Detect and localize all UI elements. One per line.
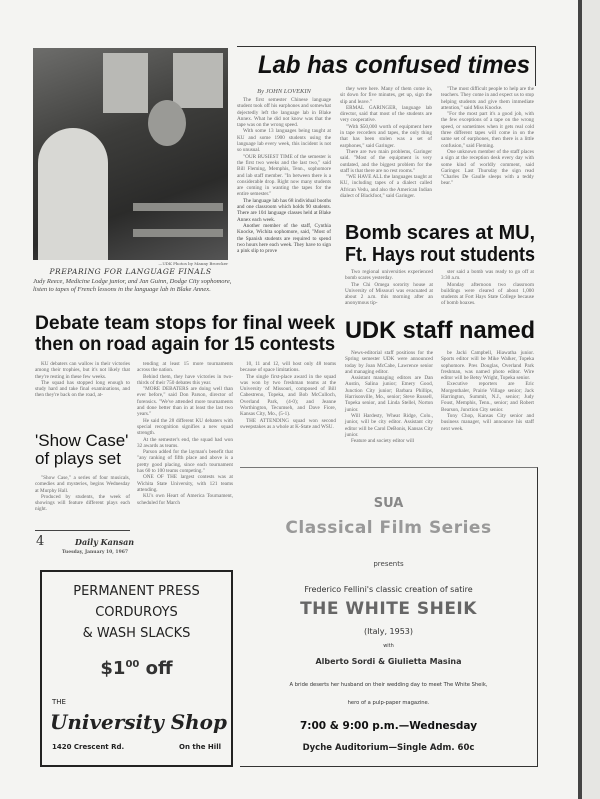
sua-logo: SUA xyxy=(373,496,404,511)
paragraph: The Chi Omega sorority house at University of Missouri was evacuated at about 2 a.m. this morning after an anonymous tip- xyxy=(345,281,433,307)
paragraph: ERMAL GARINGER, language lab director, said that most of the students are very cooperative. xyxy=(340,104,432,124)
debate-column-1 xyxy=(35,361,130,399)
paragraph: The language lab has 68 individual booths and one classroom which holds 90 students. There are 104 language classes held at Blake Annex each week. xyxy=(237,197,331,223)
lab-headline xyxy=(258,52,530,79)
paragraph: At the semester's end, the squad had won 32 awards as teams. xyxy=(137,436,233,449)
ad-blurb: A bride deserts her husband on their wedding day to meet The White Sheik, xyxy=(289,682,488,688)
bomb-column-2 xyxy=(441,269,534,307)
paragraph: "Show Case," a series of four musicals, comedies and mysteries, begins Wednesday at Murphy Hall. xyxy=(35,475,130,494)
udk-headline xyxy=(345,318,535,344)
price-off-text: off xyxy=(145,658,173,679)
paragraph: 10, 11 and 12, will host only 48 teams because of space limitations. xyxy=(240,361,336,374)
showcase-headline xyxy=(35,432,130,469)
ad-blurb: hero of a pulp-paper magazine. xyxy=(347,700,430,706)
shop-logo-text: University Shop xyxy=(50,710,227,734)
lab-column-1 xyxy=(237,88,331,254)
film-year: (Italy, 1953) xyxy=(363,627,414,636)
headline-line: Ft. Hays rout students xyxy=(345,243,536,267)
price-dollar: $1 xyxy=(100,658,126,679)
headline-line: UDK staff named xyxy=(345,317,536,344)
udk-column-2 xyxy=(441,350,534,432)
headline-line: then on road again for 15 contests xyxy=(35,333,336,356)
paragraph: Assistant managing editors are Dan Austin, Salina junior; Emery Good, Junction City junior; Barbara Phillips, Harrisonville, Mo., senior; Steve Russell, Topeka senior, and Linda Stellel, Norton junior. xyxy=(345,375,433,413)
adjacent-page xyxy=(582,0,600,799)
debate-headline xyxy=(35,313,335,355)
headline-line: Bomb scares at MU, xyxy=(345,221,536,244)
paragraph: KU's own Heart of America Tournament, scheduled for March xyxy=(137,493,233,506)
bomb-column-1 xyxy=(345,269,433,307)
headline-line: of plays set xyxy=(35,449,121,469)
film-series-ad xyxy=(240,467,538,767)
paragraph: Produced by students, the week of showings will feature different plays each night. xyxy=(35,493,130,513)
language-lab-photo xyxy=(33,48,228,260)
paragraph: ONE OF THE largest contests was at Wichita State University, with 121 teams attending. xyxy=(137,474,233,493)
paragraph: KU debaters can wallow in their victories among their trophies, but it's not likely that they're resting in these few weeks. xyxy=(35,361,130,380)
paragraph: There are two main problems, Garinger said. "Most of the equipment is very outdated, and the biggest problem for the staff is that there are no rest rooms." xyxy=(340,148,432,174)
presents-text: presents xyxy=(373,560,404,568)
paragraph: With some 13 languages being taught at KU and some 1900 students using the language lab every week, this incident is not so unusual. xyxy=(237,128,331,154)
series-title: Classical Film Series xyxy=(285,518,492,538)
photo-credit: —UDK Photos by Manny Broecker xyxy=(158,261,228,266)
shop-address: 1420 Crescent Rd. xyxy=(52,743,125,751)
udk-column-1 xyxy=(345,350,433,444)
paragraph: tending at least 15 more tournaments across the nation. xyxy=(137,361,233,374)
ad-line: CORDUROYS xyxy=(95,605,178,620)
ad-line: & WASH SLACKS xyxy=(82,626,191,641)
headline-line: Debate team stops for final week xyxy=(35,312,336,334)
debate-column-2 xyxy=(137,361,233,506)
paragraph: Will Hardesty, Wheat Ridge, Colo., junior, will be city editor. Assistant city editor will be Carol DeBonis, Kansas City junior. xyxy=(345,412,433,438)
shop-tagline: On the Hill xyxy=(179,743,221,751)
headline-line: Lab has confused times xyxy=(258,51,530,79)
bomb-headline xyxy=(345,222,535,266)
paragraph: The first semester Chinese language student took off his earphones and somewhat dejectedly left the language lab in Blake Annex. What he did not know was that the tape was on the wrong speed. xyxy=(237,97,331,129)
paragraph: "With $50,000 worth of equipment here in tape recorders and tapes, the only thing that has been stolen was a set of earphones," said Garinger. xyxy=(340,123,432,149)
paragraph: The single first-place award in the squad was won by two freshman teams at the University of Missouri, composed of Bill Cabestreno, Topeka, and Bob McCulloch, Overland Park, (4-0); and Jeanne Worthington, Tecumseh, and Dave Fiore, Kansas City, Mo., (5-1). xyxy=(240,373,336,418)
paragraph: Feature and society editor will xyxy=(351,438,415,445)
paragraph: THE ATTENDING squad won second sweepstakes as a whole at K-State and WSU. xyxy=(240,417,336,430)
paragraph: Monday afternoon two classroom buildings were cleared of about 1,000 students at Fort Hays State College because of bomb hoaxes. xyxy=(441,281,534,307)
university-shop-ad xyxy=(40,570,233,767)
paragraph: The squad has stopped long enough to study hard and take final examinations, and then they're back on the road, at- xyxy=(35,379,130,399)
paragraph: Tony Chop, Kansas City senior and business manager, will announce his staff next week. xyxy=(441,412,534,432)
paragraph: He said the 28 different KU debaters with special recognition signifies a new squad strength. xyxy=(137,417,233,437)
lab-column-2 xyxy=(340,86,432,199)
issue-date: Tuesday, January 10, 1967 xyxy=(62,550,128,555)
debate-column-3 xyxy=(240,361,336,430)
photo-caption: Judy Reece, Medicine Lodge junior, and Jan Guinn, Dodge City sophomore, listen to tapes of French lessons in the language lab in Blake Annex. xyxy=(33,278,232,293)
paragraph: Parson added for the layman's benefit that "any ranking of fifth place and above is a pretty good placing, since each tournament has 60 to 100 teams competing." xyxy=(137,449,233,475)
paragraph: be Jacki Campbell, Hiawatha junior. Sports editor will be Mike Walker, Topeka sophomore. Pres Douglas, Overland Park freshman, was named photo editor. Wire editor will be Betsy Wright, Topeka senior. xyxy=(441,350,534,382)
paragraph: One unknown member of the staff places a sign at the reception desk every day with some kind of worldly comment, said Garinger. Last Thursday the sign read "Charles De Gaulle sleeps with a teddy bear." xyxy=(441,148,534,187)
ad-line: Frederico Fellini's classic creation of satire xyxy=(304,585,473,594)
price-off xyxy=(42,658,231,679)
showcase-body xyxy=(35,475,130,513)
ad-line: with xyxy=(383,643,394,649)
ad-line: PERMANENT PRESS xyxy=(73,584,200,599)
headline-line: 'Show Case' xyxy=(35,431,129,450)
shop-the: THE xyxy=(52,698,66,706)
lab-column-3 xyxy=(441,86,534,187)
paragraph: "OUR BUSIEST TIME of the semester is the first two weeks and the last two," said Bill Fleming, Memphis, Tenn., sophomore and lab staff member. "In between there is a considerable drop. Right now many students are coming in wanting the tapes for the entire semester." xyxy=(237,153,331,198)
paragraph: "For the most part it's a good job, with the few exceptions of a tape on the wrong speed, or sometimes when it gets real cold three different tapes will come in on the same set of earphones, then there is a little confusion," said Fleming. xyxy=(441,111,534,149)
paragraph: they were here. Many of them come in, sit down for five minutes, get up, sign the slip and leave." xyxy=(340,86,432,105)
showtimes: 7:00 & 9:00 p.m.—Wednesday xyxy=(299,720,478,732)
film-title: THE WHITE SHEIK xyxy=(300,599,477,619)
byline: By JOHN LOVEKIN xyxy=(257,88,311,95)
paragraph: "The most difficult people to help are the teachers. They come in and expect us to stop helping students and give them immediate attention," said Miss Knocke. xyxy=(441,86,534,111)
paragraph: Behind them, they have victories in two-thirds of their 750 debates this year. xyxy=(137,373,233,386)
film-stars: Alberto Sordi & Giulietta Masina xyxy=(315,657,462,666)
venue-price: Dyche Auditorium—Single Adm. 60c xyxy=(302,743,475,753)
paragraph: "WE HAVE ALL the languages taught at KU, including tapes of a dialect called African Vedu, and also the American Indian dialect of Blackfoot," said Garinger. xyxy=(340,174,432,200)
folio-rule xyxy=(35,530,130,531)
price-cents: 00 xyxy=(125,659,140,670)
page-number: 4 xyxy=(36,534,45,549)
shop-logo xyxy=(50,709,227,737)
paragraph: "MORE DEBATERS are doing well than ever before," said Don Parson, director of forensics. "We've attended more tournaments and done better than in at least the last two years." xyxy=(137,386,233,418)
paragraph: Another member of the staff, Cynthia Knocke, Wichita sophomore, said, "Most of the Spanish students are required to spend two hours here each week. They have to sign a pink slip to prove xyxy=(237,222,331,255)
paragraph: ster said a bomb was ready to go off at 3:30 a.m. xyxy=(441,269,534,282)
newspaper-name: Daily Kansan xyxy=(75,537,135,547)
paragraph: News-editorial staff positions for the Spring semester UDK were announced today by Joan McCabe, Lawrence senior and managing editor. xyxy=(345,350,433,375)
paragraph: Executive reporters are Eric Morgenthaler, Prairie Village senior; Jack Harrington, Summit, N.J., senior; Judy Foust, Memphis, Tenn., senior; and Robert Bearson, Junction City senior. xyxy=(441,381,534,413)
paragraph: Two regional universities experienced bomb scares yesterday. xyxy=(345,269,433,282)
photo-caption-title: PREPARING FOR LANGUAGE FINALS xyxy=(49,267,212,276)
